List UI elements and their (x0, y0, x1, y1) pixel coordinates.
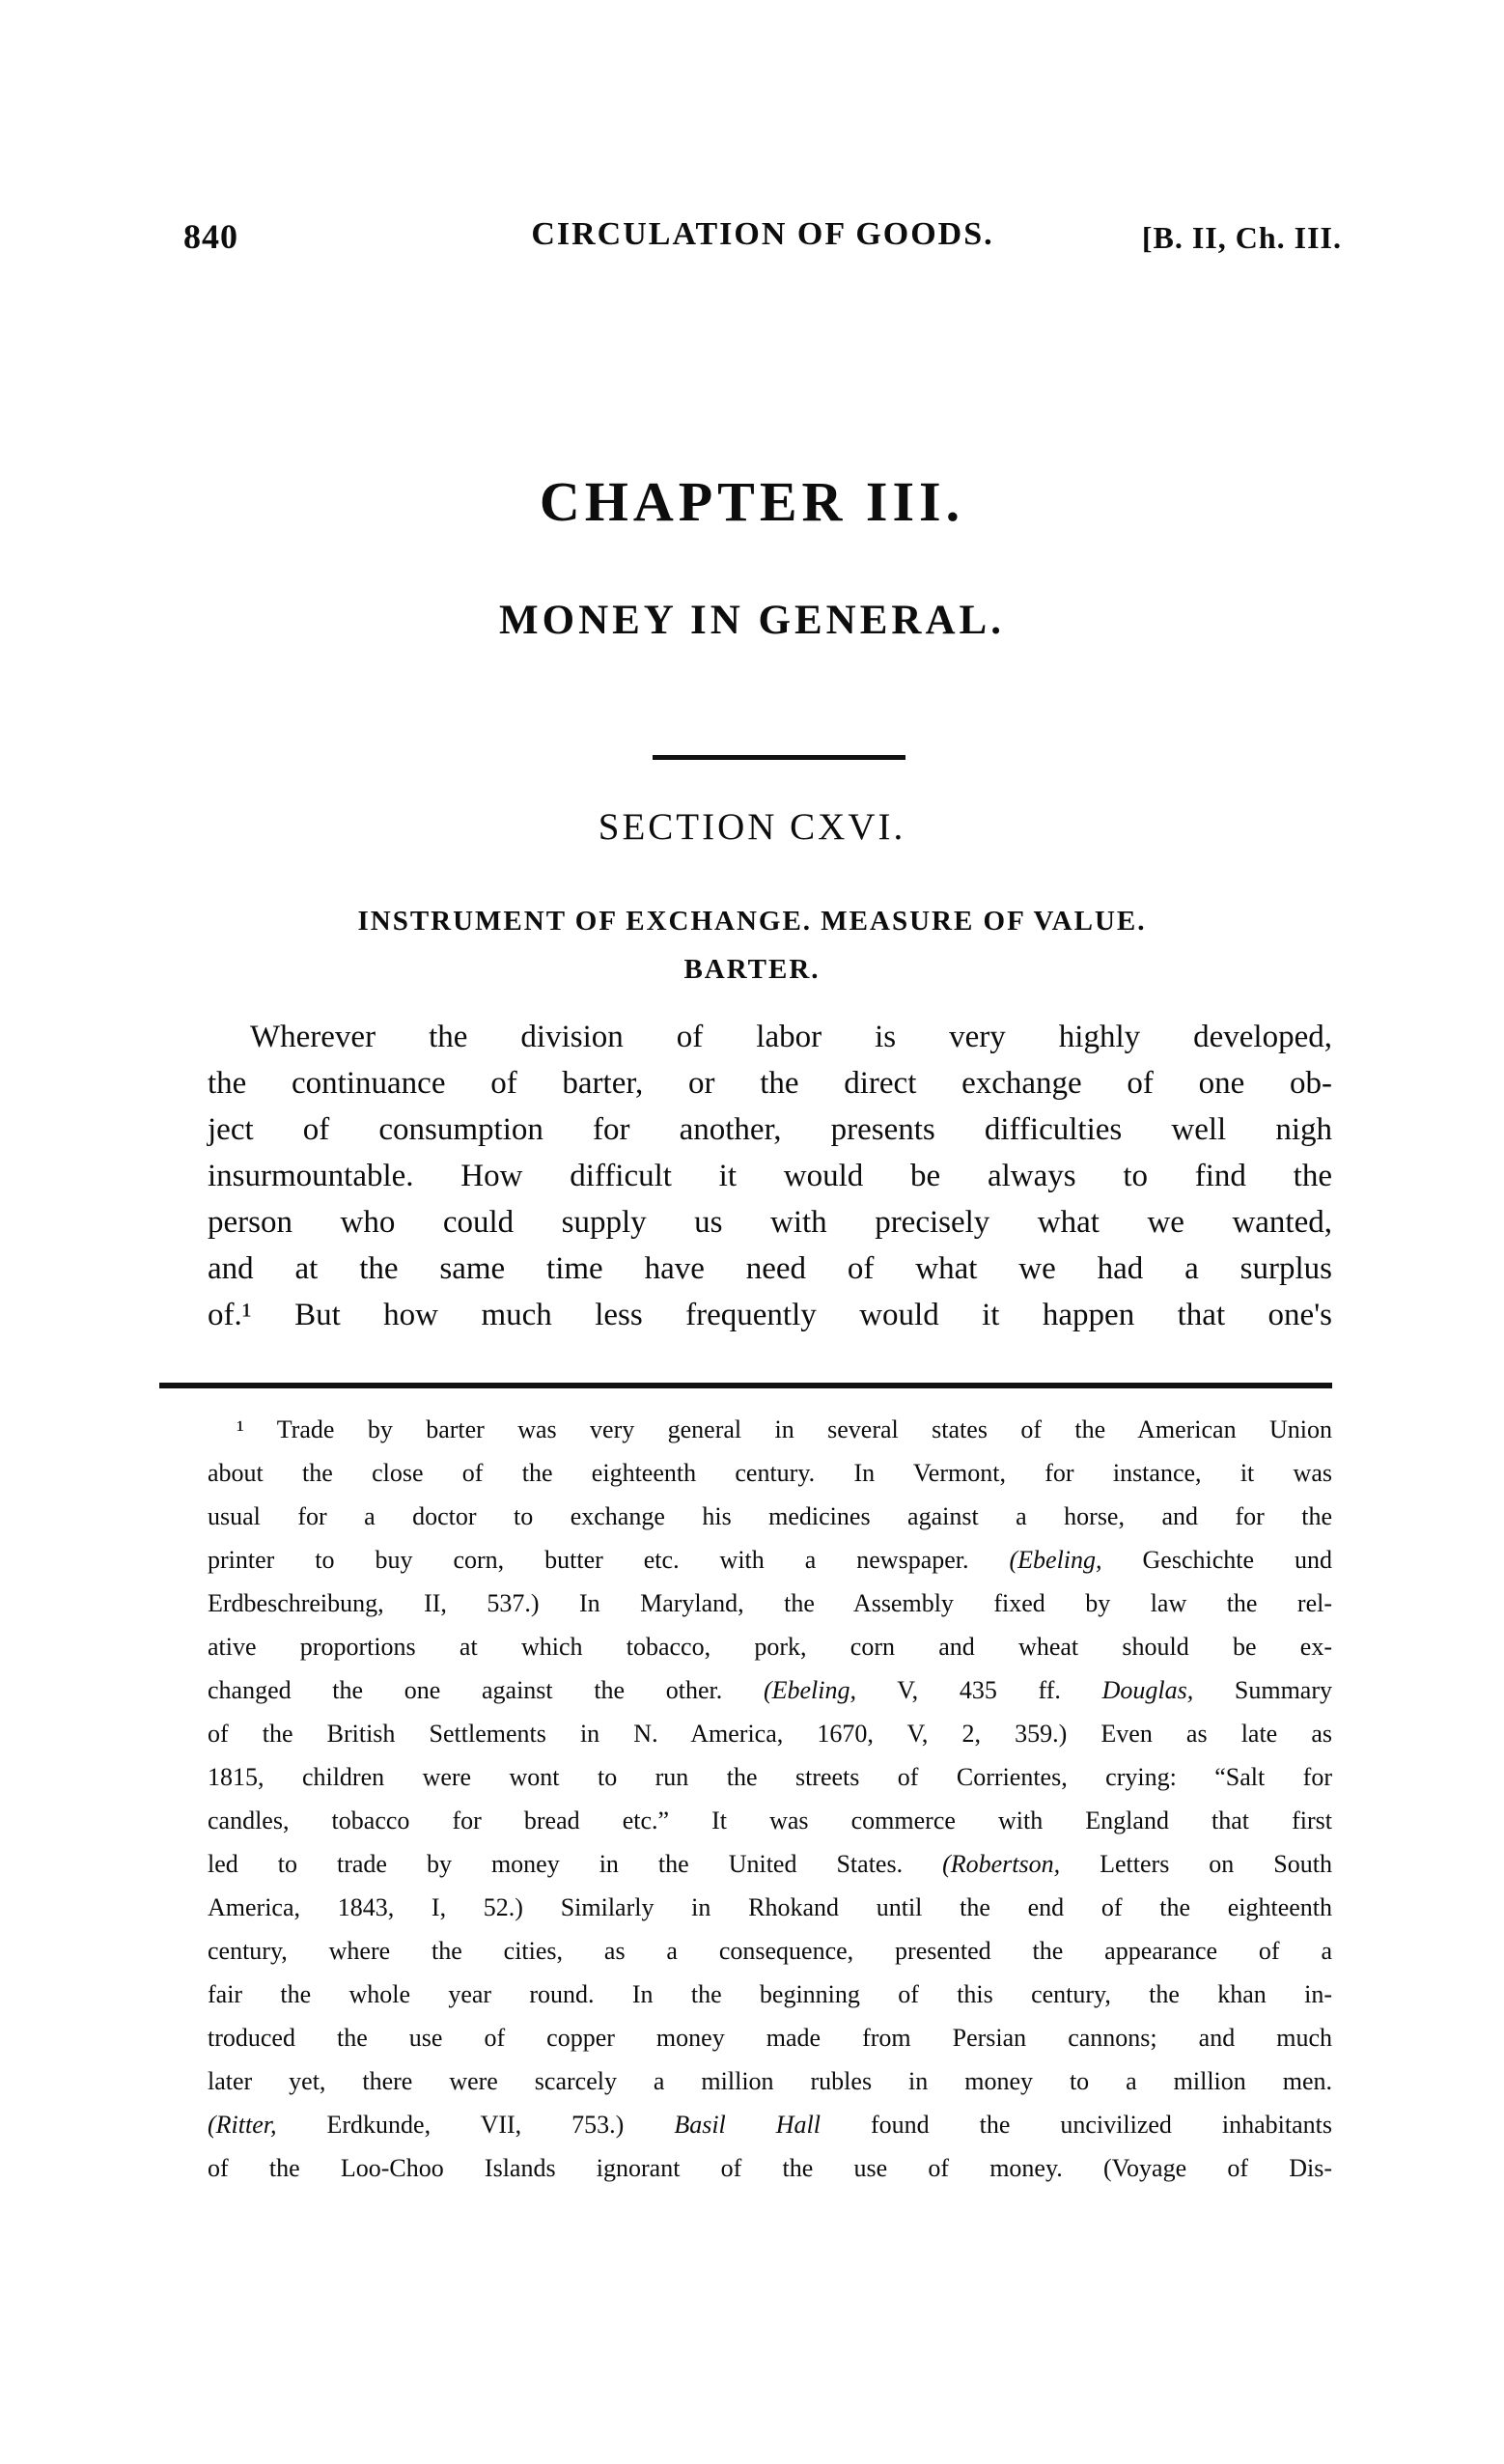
footnote-text: Letters on South (1060, 1850, 1332, 1878)
footnote-text: America, 1843, I, 52.) Similarly in Rhokand until the end of the eighteenth (208, 1893, 1332, 1921)
footnote-citation-text: (Ritter, (208, 2111, 277, 2139)
footnote-line (208, 1886, 1332, 1929)
footnote-line (208, 1973, 1332, 2016)
footnote-line (208, 2059, 1332, 2103)
body-line: the continuance of barter, or the direct exchange of one ob- (208, 1066, 1332, 1101)
footnote-text: Erdkunde, VII, 753.) (276, 2111, 675, 2139)
footnote-separator-rule (159, 1383, 1332, 1388)
body-line: person who could supply us with precisely what we wanted, (208, 1205, 1332, 1240)
footnote-citation-text: Basil Hall (674, 2111, 821, 2139)
chapter-reference: [B. II, Ch. III. (1141, 220, 1342, 255)
footnote-text: candles, tobacco for bread etc.” It was commerce with England that first (208, 1806, 1332, 1834)
footnote-citation-text: (Robertson, (942, 1850, 1061, 1878)
footnote-line (208, 2146, 1332, 2190)
footnote-line (208, 1842, 1332, 1886)
footnote-text: of the Loo-Choo Islands ignorant of the use of money. (Voyage of Dis- (208, 2154, 1332, 2182)
footnote-text: Erdbeschreibung, II, 537.) In Maryland, the Assembly fixed by law the rel- (208, 1589, 1332, 1617)
section-subtitle-line1: INSTRUMENT OF EXCHANGE. MEASURE OF VALUE. (357, 906, 1147, 937)
footnote-text: printer to buy corn, butter etc. with a newspaper. (208, 1546, 1010, 1574)
footnote-citation-text: (Ebeling, (1009, 1546, 1102, 1574)
footnote-line (208, 1538, 1332, 1582)
footnote-text: V, 435 ff. (856, 1676, 1102, 1704)
section-subtitle-line2: BARTER. (683, 954, 821, 985)
body-line: and at the same time have need of what we had a surplus (208, 1251, 1332, 1286)
footnote-line (208, 2016, 1332, 2059)
footnote-line (208, 1495, 1332, 1538)
running-header (183, 216, 1342, 257)
footnote-text: century, where the cities, as a consequence, presented the appearance of a (208, 1937, 1332, 1965)
body-line: ject of consumption for another, presents difficulties well nigh (208, 1112, 1332, 1147)
footnote-text: later yet, there were scarcely a million rubles in money to a million men. (208, 2067, 1332, 2095)
footnote-line (208, 1451, 1332, 1495)
divider-rule (653, 755, 905, 760)
running-title: CIRCULATION OF GOODS. (531, 216, 994, 252)
footnote-text: Summary (1193, 1676, 1332, 1704)
footnote-text: 1815, children were wont to run the streets of Corrientes, crying: “Salt for (208, 1763, 1332, 1791)
footnote-line (208, 1625, 1332, 1668)
footnote-text: ative proportions at which tobacco, pork, corn and wheat should be ex- (208, 1633, 1332, 1661)
footnote-text: changed the one against the other. (208, 1676, 764, 1704)
footnote-line (208, 1408, 1332, 1451)
chapter-subheading: MONEY IN GENERAL. (499, 598, 1005, 643)
footnote-text: of the British Settlements in N. America, 1670, V, 2, 359.) Even as late as (208, 1720, 1332, 1748)
body-line: of.¹ But how much less frequently would it happen that one's (208, 1298, 1332, 1332)
footnote-text: found the uncivilized inhabitants (821, 2111, 1332, 2139)
footnote-citation-text: Douglas, (1101, 1676, 1194, 1704)
footnote-line (208, 2103, 1332, 2146)
footnote-line (208, 1929, 1332, 1973)
footnote-line (208, 1799, 1332, 1842)
footnote-text: fair the whole year round. In the beginning of this century, the khan in- (208, 1980, 1332, 2008)
footnote (208, 1408, 1332, 2190)
footnote-line (208, 1755, 1332, 1799)
footnote-text: ¹ Trade by barter was very general in several states of the American Union (237, 1415, 1332, 1443)
footnote-text: Geschichte und (1101, 1546, 1332, 1574)
footnote-text: troduced the use of copper money made from Persian cannons; and much (208, 2024, 1332, 2052)
body-line: insurmountable. How difficult it would be always to find the (208, 1159, 1332, 1193)
footnote-text: led to trade by money in the United States. (208, 1850, 943, 1878)
footnote-citation-text: (Ebeling, (763, 1676, 856, 1704)
page-number: 840 (183, 217, 238, 256)
footnote-text: usual for a doctor to exchange his medicines against a horse, and for the (208, 1502, 1332, 1530)
body-line: Wherever the division of labor is very highly developed, (250, 1020, 1332, 1054)
body-paragraph (208, 1014, 1332, 1338)
section-heading: SECTION CXVI. (598, 806, 906, 848)
footnote-line (208, 1712, 1332, 1755)
footnote-text: about the close of the eighteenth century. In Vermont, for instance, it was (208, 1459, 1332, 1487)
footnote-line (208, 1582, 1332, 1625)
chapter-heading: CHAPTER III. (539, 470, 965, 533)
footnote-line (208, 1668, 1332, 1712)
